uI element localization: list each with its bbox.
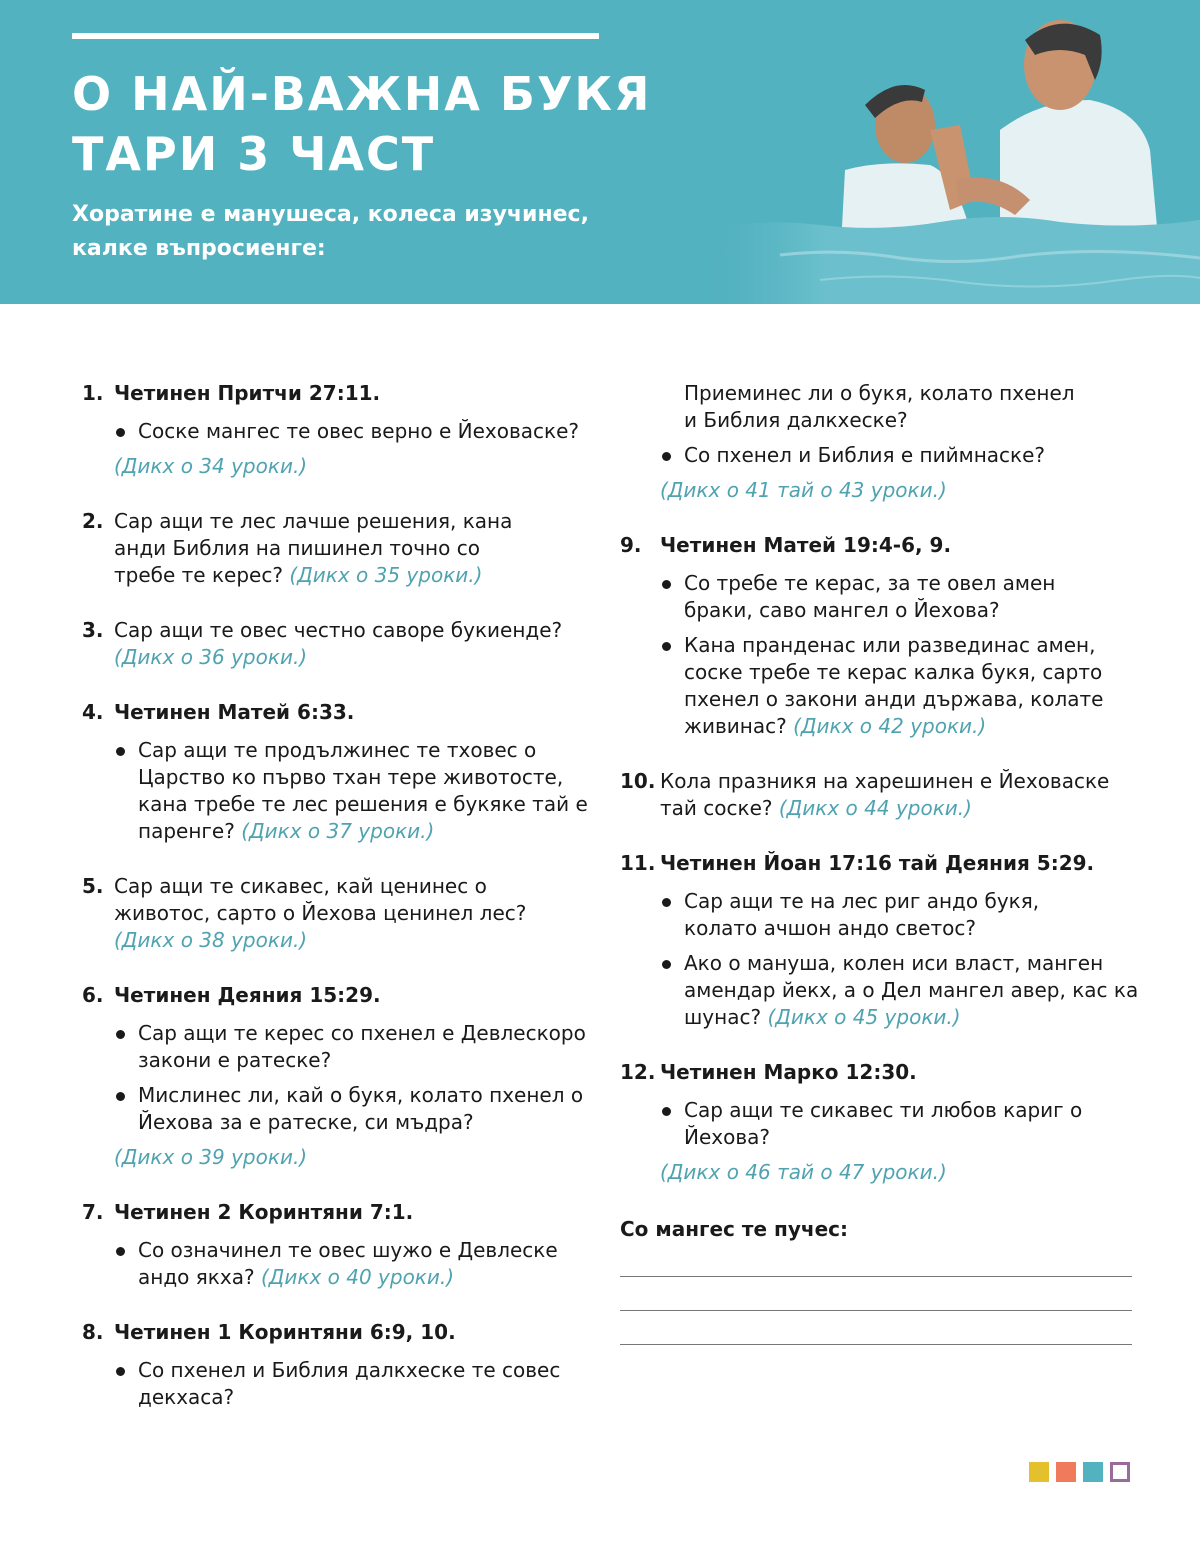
question-number: 1.: [82, 381, 104, 405]
question-heading: Четинен Деяния 15:29.: [114, 983, 381, 1007]
lesson-reference: (Дикх о 40 уроки.): [260, 1265, 455, 1289]
lesson-reference: (Дикх о 45 уроки.): [767, 1005, 961, 1029]
question-6: [82, 982, 592, 1171]
question-heading: Четинен Матей 6:33.: [114, 700, 355, 724]
question-bullet: Сар ащи те сикавес ти любов кариг о Йехова?: [660, 1097, 1084, 1151]
lesson-reference: (Дикх о 42 уроки.): [793, 714, 987, 738]
answer-line[interactable]: [620, 1344, 1132, 1345]
title-line-2: ТАРИ 3 ЧАСТ: [72, 127, 436, 181]
question-heading: Четинен Йоан 17:16 тай Деяния 5:29.: [660, 851, 1095, 875]
lesson-reference: (Дикх о 39 уроки.): [114, 1145, 308, 1169]
question-bullet: Со пхенел и Библия далкхеске те совес декхаса?: [114, 1357, 592, 1411]
question-number: 6.: [82, 983, 104, 1007]
questions-column-left: [82, 380, 592, 1439]
question-bullet: Кана пранденас или развединас амен, соске требе те керас калка букя, сарто пхенел о закони анди държава, колате живинас?: [684, 633, 1104, 738]
question-2: [82, 508, 592, 589]
header-banner: [0, 0, 1200, 304]
question-number: 3.: [82, 618, 104, 642]
page-subtitle: Хоратине е манушеса, колеса изучинес, калке въпросиенге:: [72, 202, 589, 261]
lesson-reference: (Дикх о 36 уроки.): [114, 645, 308, 669]
lesson-reference: (Дикх о 37 уроки.): [241, 819, 435, 843]
question-7: [82, 1199, 592, 1291]
questions-column-right: [620, 380, 1140, 1345]
title-line-1: О НАЙ-ВАЖНА БУКЯ: [72, 67, 652, 121]
question-11: [620, 850, 1140, 1031]
question-heading: Четинен 2 Коринтяни 7:1.: [114, 1200, 414, 1224]
lesson-reference: (Дикх о 41 тай о 43 уроки.): [660, 478, 947, 502]
question-bullet: Соске мангес те овес верно е Йеховаске?: [114, 418, 592, 445]
question-number: 10.: [620, 769, 656, 793]
question-text: Сар ащи те овес честно саворе букиенде?: [114, 618, 563, 642]
question-3: [82, 617, 592, 671]
color-squares-decoration: [1029, 1462, 1130, 1482]
lesson-reference: (Дикх о 44 уроки.): [778, 796, 972, 820]
lesson-reference: (Дикх о 38 уроки.): [114, 928, 308, 952]
lesson-reference: (Дикх о 35 уроки.): [289, 563, 483, 587]
question-number: 8.: [82, 1320, 104, 1344]
orange-square-icon: [1056, 1462, 1076, 1482]
question-number: 9.: [620, 533, 642, 557]
lesson-reference: (Дикх о 34 уроки.): [114, 454, 308, 478]
question-number: 7.: [82, 1200, 104, 1224]
question-number: 11.: [620, 851, 656, 875]
teal-square-icon: [1083, 1462, 1103, 1482]
question-heading: Четинен Матей 19:4-6, 9.: [660, 533, 952, 557]
question-bullet: Мислинес ли, кай о букя, колато пхенел о Йехова за е ратеске, си мъдра?: [114, 1082, 592, 1136]
lesson-reference: (Дикх о 46 тай о 47 уроки.): [660, 1160, 947, 1184]
question-4: [82, 699, 592, 845]
answer-line[interactable]: [620, 1310, 1132, 1311]
question-bullet: Ако о мануша, колен иси власт, манген амендар йекх, а о Дел мангел авер, кас ка шунас?: [684, 951, 1139, 1029]
question-bullet: Сар ащи те на лес риг андо букя, колато ачшон андо светос?: [660, 888, 1064, 942]
question-bullet: Приеминес ли о букя, колато пхенел и Библия далкхеске?: [684, 381, 1075, 432]
question-heading: Четинен Притчи 27:11.: [114, 381, 381, 405]
question-bullet: Сар ащи те продължинес те тховес о Царство ко първо тхан тере животосте, кана требе те лес решения е букяке тай е паренге?: [138, 738, 588, 843]
question-heading: Четинен 1 Коринтяни 6:9, 10.: [114, 1320, 456, 1344]
question-bullet: Со требе те керас, за те овел амен браки, саво мангел о Йехова?: [660, 570, 1074, 624]
question-text: Кола празникя на харешинен е Йеховаске тай соске?: [660, 769, 1110, 820]
question-number: 5.: [82, 874, 104, 898]
question-1: [82, 380, 592, 480]
purple-outline-square-icon: [1110, 1462, 1130, 1482]
question-9: [620, 532, 1140, 740]
question-8-continued: [620, 380, 1140, 504]
question-bullet: Со означинел те овес шужо е Девлеске андо якха?: [138, 1238, 558, 1289]
question-bullet: Со пхенел и Библия е пиймнаске?: [660, 442, 1140, 469]
question-8: [82, 1319, 592, 1411]
page-title: [72, 64, 651, 184]
answer-section-label: Со мангес те пучес:: [620, 1217, 848, 1241]
question-text: Сар ащи те лес лачше решения, кана анди Библия на пишинел точно со требе те керес?: [114, 509, 513, 587]
header-rule: [72, 33, 599, 39]
question-10: [620, 768, 1140, 822]
question-text: Сар ащи те сикавес, кай ценинес о животос, сарто о Йехова ценинел лес?: [114, 874, 527, 925]
question-5: [82, 873, 592, 954]
question-number: 12.: [620, 1060, 656, 1084]
answer-line[interactable]: [620, 1276, 1132, 1277]
question-bullet: Сар ащи те керес со пхенел е Девлескоро закони е ратеске?: [114, 1020, 592, 1074]
question-number: 2.: [82, 509, 104, 533]
baptism-illustration: [700, 0, 1200, 304]
yellow-square-icon: [1029, 1462, 1049, 1482]
question-number: 4.: [82, 700, 104, 724]
question-12: [620, 1059, 1140, 1186]
question-heading: Четинен Марко 12:30.: [660, 1060, 917, 1084]
